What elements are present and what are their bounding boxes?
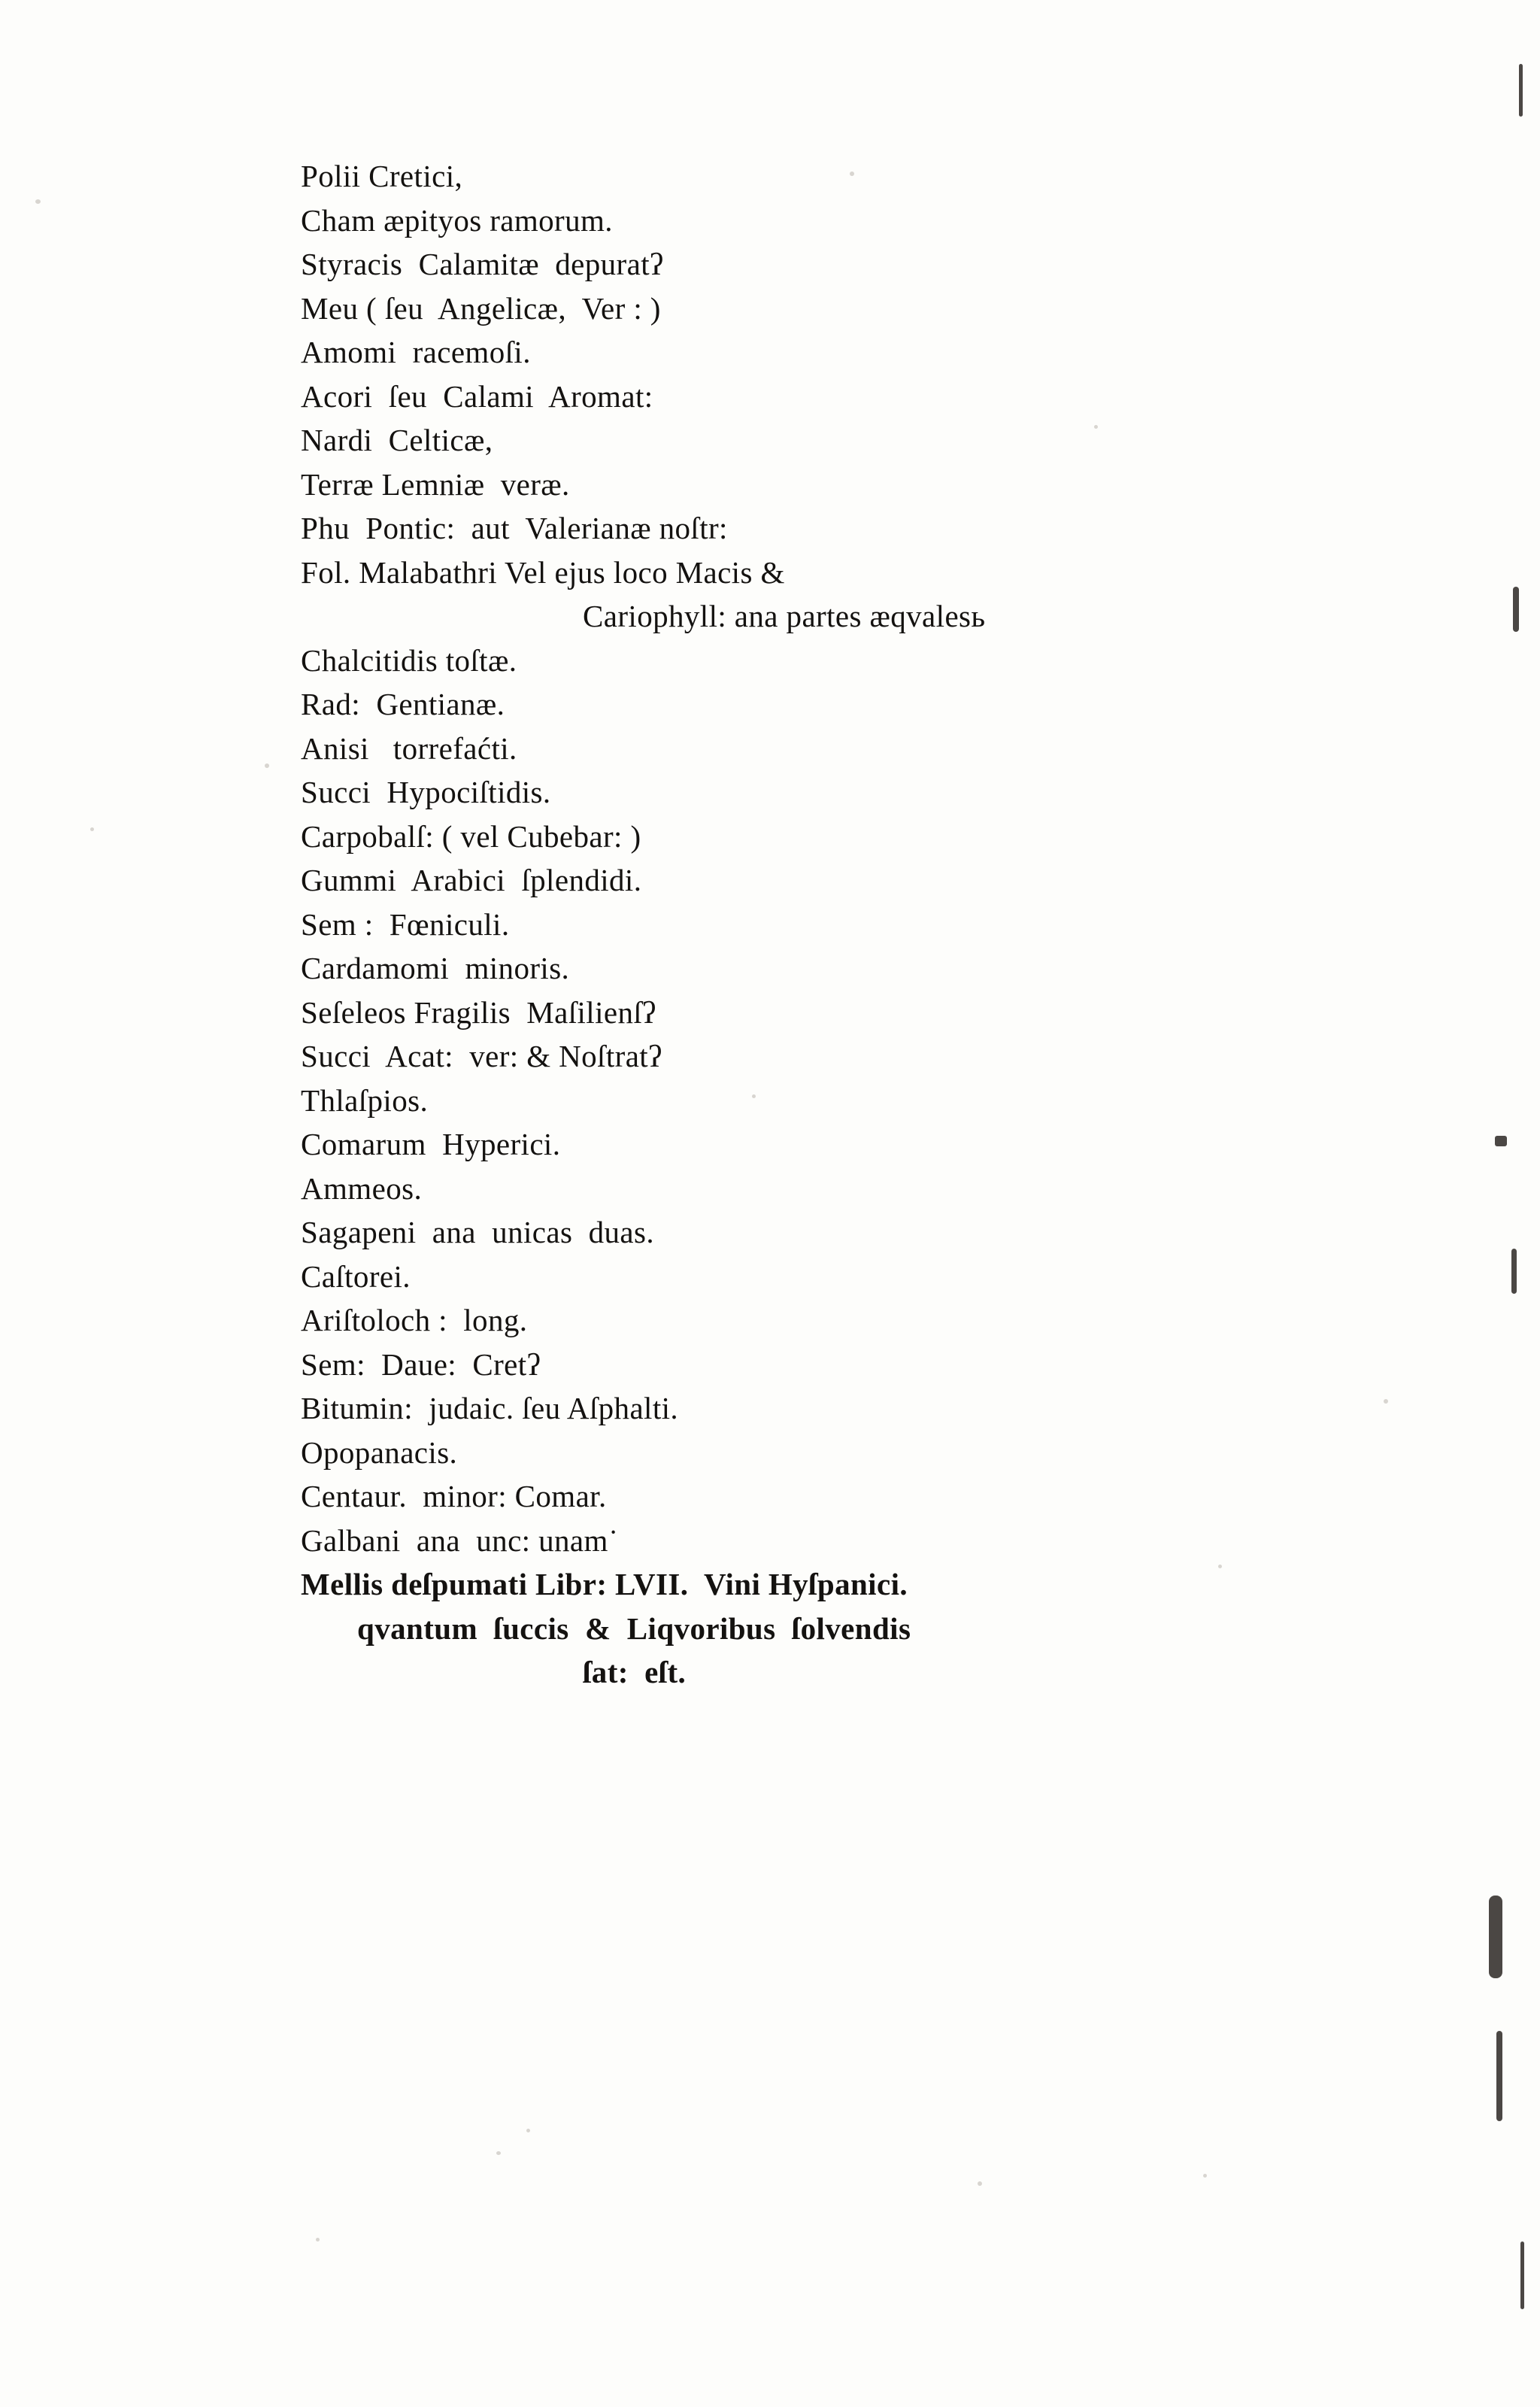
text-line: Seſeleos Fragilis Maſilienſʔ <box>301 994 656 1030</box>
text-line: Opopanacis. <box>301 1434 458 1470</box>
text-line: Polii Cretici, <box>301 159 463 193</box>
page-speck <box>90 827 94 831</box>
gutter-mark <box>1520 2242 1524 2309</box>
text-line: Comarum Hyperici. <box>301 1127 561 1161</box>
text-line: Fol. Malabathri Vel ejus loco Macis & <box>301 554 785 590</box>
text-line: Terræ Lemniæ veræ. <box>301 466 570 502</box>
gutter-mark <box>1496 2031 1502 2121</box>
text-line: Chalcitidis toſtæ. <box>301 642 517 678</box>
page-speck <box>265 763 269 768</box>
text-line: Sem : Fœniculi. <box>301 906 510 942</box>
text-line: Cham æpityos ramorum. <box>301 202 613 238</box>
page-speck <box>1203 2174 1207 2178</box>
text-line: Caſtorei. <box>301 1258 411 1294</box>
text-line: Ammeos. <box>301 1170 423 1206</box>
text-line: Succi Hypociſtidis. <box>301 775 551 809</box>
gutter-mark <box>1495 1136 1507 1146</box>
recipe-ingredient-list <box>301 154 1293 1695</box>
text-line: Mellis deſpumati Libr: LVII. Vini Hyſpanici. <box>301 1567 908 1601</box>
text-line: Phu Pontic: aut Valerianæ noſtr: <box>301 511 728 545</box>
text-line: ſat: eſt. <box>583 1655 687 1689</box>
text-line: Meu ( ſeu Angelicæ, Ver : ) <box>301 290 661 326</box>
page-speck <box>526 2129 530 2132</box>
gutter-mark <box>1511 1249 1517 1294</box>
gutter-mark <box>1513 587 1519 632</box>
page-speck <box>1384 1399 1388 1404</box>
page-speck <box>496 2151 501 2155</box>
text-line: Anisi torrefaćti. <box>301 730 517 766</box>
text-line: Bitumin: judaic. ſeu Aſphalti. <box>301 1391 679 1425</box>
text-line: Carpobalſ: ( vel Cubebar: ) <box>301 818 641 854</box>
text-line: Styracis Calamitæ depuratʔ <box>301 247 664 281</box>
text-line: Nardi Celticæ, <box>301 423 493 457</box>
text-line: Acori ſeu Calami Aromat: <box>301 378 653 414</box>
text-line: Galbani ana unc: unam˙ <box>301 1522 619 1558</box>
text-line: Sem: Daue: Cretʔ <box>301 1346 541 1382</box>
page-speck <box>35 199 41 204</box>
text-line: Thlaſpios. <box>301 1082 429 1118</box>
text-line: Rad: Gentianæ. <box>301 687 505 721</box>
text-line: Ariſtoloch : long. <box>301 1303 528 1337</box>
text-line: Centaur. minor: Comar. <box>301 1479 607 1513</box>
text-line: Sagapeni ana unicas duas. <box>301 1215 655 1249</box>
text-line: Succi Acat: ver: & Noſtratʔ <box>301 1039 662 1073</box>
gutter-mark <box>1519 64 1523 117</box>
text-line: Cardamomi minoris. <box>301 951 570 985</box>
text-line: qvantum ſuccis & Liqvoribus ſolvendis <box>357 1610 911 1646</box>
text-line: Cariophyll: ana partes æqvаlesь <box>583 599 986 633</box>
page-speck <box>978 2181 982 2186</box>
text-line: Gummi Arabici ſplendidi. <box>301 863 642 897</box>
page-speck <box>316 2238 320 2242</box>
text-line: Amomi racemoſi. <box>301 335 531 369</box>
gutter-mark <box>1489 1896 1502 1978</box>
